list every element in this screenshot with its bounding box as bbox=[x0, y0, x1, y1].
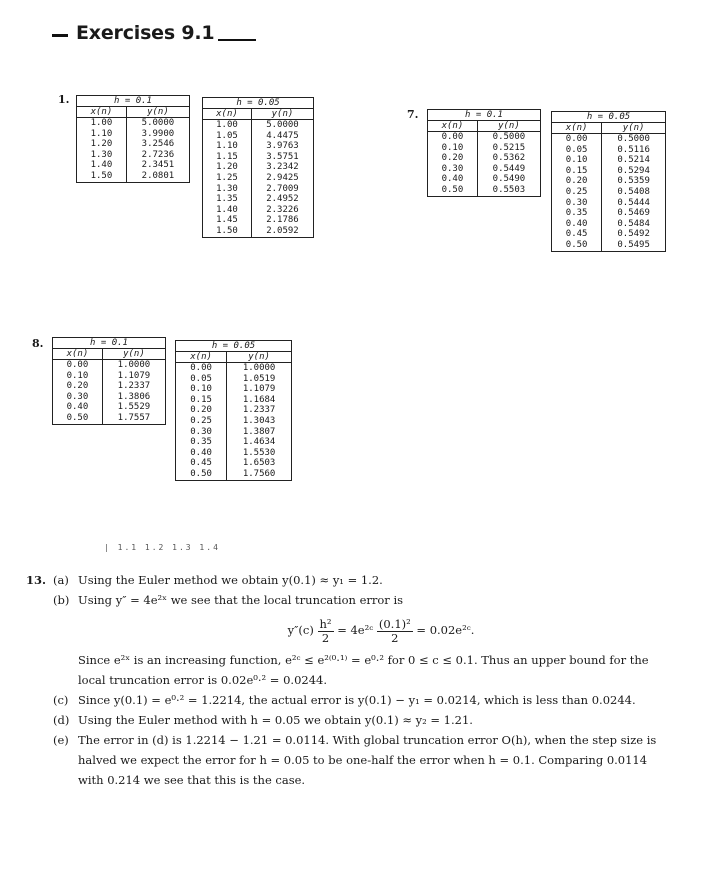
y-column bbox=[602, 134, 665, 251]
y-value-cell: 4.4475 bbox=[266, 130, 299, 141]
formula-left: y″(c) bbox=[287, 623, 314, 637]
part-e-label: (e) bbox=[53, 733, 69, 747]
x-value-cell: 1.15 bbox=[216, 151, 238, 162]
y-value-cell: 1.1079 bbox=[242, 384, 276, 395]
y-value-cell: 0.5116 bbox=[617, 144, 650, 155]
x-value-cell: 0.30 bbox=[190, 426, 212, 437]
y-column bbox=[103, 360, 165, 424]
table-column-headers bbox=[428, 121, 540, 132]
y-value-cell: 0.5294 bbox=[617, 165, 650, 176]
y-value-cell: 1.6503 bbox=[242, 458, 276, 469]
exercise-13 bbox=[26, 570, 676, 790]
exercise-number-13: 13. bbox=[26, 573, 47, 587]
x-value-cell: 1.10 bbox=[216, 141, 238, 152]
fraction-2-denominator: 2 bbox=[391, 630, 399, 645]
y-column bbox=[478, 132, 540, 196]
table-column-headers bbox=[552, 123, 665, 134]
y-value-cell: 2.9425 bbox=[266, 172, 299, 183]
part-b-text: Using y″ = 4e²ˣ we see that the local truncation error is bbox=[78, 593, 404, 607]
column-header-x: x(n) bbox=[428, 121, 478, 131]
part-d bbox=[26, 710, 676, 730]
y-value-cell: 0.5214 bbox=[617, 155, 650, 166]
x-value-cell: 0.15 bbox=[565, 165, 588, 176]
x-value-cell: 0.25 bbox=[190, 415, 212, 426]
x-value-cell: 0.30 bbox=[441, 163, 464, 174]
x-value-cell: 0.45 bbox=[190, 458, 212, 469]
table-column-headers bbox=[203, 109, 313, 120]
x-value-cell: 0.30 bbox=[66, 391, 89, 402]
y-value-cell: 2.7009 bbox=[266, 183, 299, 194]
y-value-cell: 0.5484 bbox=[617, 218, 650, 229]
x-value-cell: 0.50 bbox=[565, 239, 588, 250]
y-value-cell: 1.0000 bbox=[242, 363, 276, 373]
table-ex1-h01 bbox=[76, 95, 190, 183]
table-step-header: h = 0.1 bbox=[77, 96, 189, 107]
column-header-x: x(n) bbox=[203, 109, 252, 119]
y-column bbox=[252, 120, 313, 237]
x-value-cell: 0.25 bbox=[565, 186, 588, 197]
x-column bbox=[552, 134, 602, 251]
x-value-cell: 0.20 bbox=[441, 153, 464, 164]
column-header-x: x(n) bbox=[552, 123, 602, 133]
x-value-cell: 0.10 bbox=[66, 370, 89, 381]
y-value-cell: 2.3451 bbox=[141, 160, 175, 171]
y-value-cell: 0.5000 bbox=[617, 134, 650, 144]
formula-fraction-1 bbox=[318, 618, 334, 645]
x-value-cell: 0.05 bbox=[190, 373, 212, 384]
stray-scan-text: | 1.1 1.2 1.3 1.4 bbox=[104, 543, 220, 552]
column-header-y: y(n) bbox=[147, 107, 169, 117]
part-b-continued bbox=[26, 650, 676, 690]
x-column bbox=[77, 118, 127, 182]
exercise-number-7: 7. bbox=[407, 108, 419, 121]
y-value-cell: 0.5215 bbox=[492, 142, 526, 153]
y-value-cell: 0.5469 bbox=[617, 208, 650, 219]
y-value-cell: 0.5362 bbox=[492, 153, 526, 164]
x-value-cell: 0.00 bbox=[441, 132, 464, 142]
x-value-cell: 0.10 bbox=[190, 384, 212, 395]
y-value-cell: 3.5751 bbox=[266, 151, 299, 162]
exercise-number-8: 8. bbox=[32, 337, 44, 350]
part-a bbox=[26, 570, 676, 590]
x-value-cell: 0.35 bbox=[190, 437, 212, 448]
x-value-cell: 1.50 bbox=[216, 225, 238, 236]
x-value-cell: 0.20 bbox=[565, 176, 588, 187]
part-b-label: (b) bbox=[53, 593, 70, 607]
header-dash bbox=[52, 34, 68, 37]
fraction-1-denominator: 2 bbox=[321, 630, 330, 645]
part-e-text: The error in (d) is 1.2214 − 1.21 = 0.0114. With global truncation error O(h), when the step size is halved we expect the error for h = 0.05 to be one-half the error when h = 0.1. Comparing 0.0114 with 0.214 we see that this is the case. bbox=[78, 733, 657, 787]
x-value-cell: 0.50 bbox=[190, 468, 212, 479]
table-step-header: h = 0.05 bbox=[176, 341, 291, 352]
table-ex8-h005 bbox=[175, 340, 292, 481]
table-ex1-h005 bbox=[202, 97, 314, 238]
y-value-cell: 0.5449 bbox=[492, 163, 526, 174]
y-value-cell: 0.5492 bbox=[617, 229, 650, 240]
part-a-text: Using the Euler method we obtain y(0.1) ≈ y₁ = 1.2. bbox=[78, 573, 383, 587]
x-value-cell: 1.00 bbox=[90, 118, 113, 128]
column-header-y: y(n) bbox=[271, 109, 294, 119]
table-column-headers bbox=[77, 107, 189, 118]
column-header-y: y(n) bbox=[123, 349, 145, 359]
y-value-cell: 2.4952 bbox=[266, 194, 299, 205]
y-value-cell: 3.2546 bbox=[141, 139, 175, 150]
y-value-cell: 5.0000 bbox=[141, 118, 175, 128]
x-value-cell: 1.30 bbox=[216, 183, 238, 194]
y-value-cell: 2.1786 bbox=[266, 215, 299, 226]
x-value-cell: 0.05 bbox=[565, 144, 588, 155]
part-c-text: Since y(0.1) = e⁰·² = 1.2214, the actual error is y(0.1) − y₁ = 0.0214, which is less than 0.0244. bbox=[78, 693, 636, 707]
x-value-cell: 1.30 bbox=[90, 149, 113, 160]
y-value-cell: 0.5495 bbox=[617, 239, 650, 250]
x-value-cell: 1.40 bbox=[90, 160, 113, 171]
table-column-headers bbox=[176, 352, 291, 363]
y-value-cell: 1.5529 bbox=[117, 402, 151, 413]
table-ex7-h01 bbox=[427, 109, 541, 197]
page-header bbox=[52, 22, 256, 44]
table-body bbox=[53, 360, 165, 424]
table-body bbox=[203, 120, 313, 237]
y-value-cell: 2.0592 bbox=[266, 225, 299, 236]
table-body bbox=[428, 132, 540, 196]
y-value-cell: 1.7560 bbox=[242, 468, 276, 479]
x-value-cell: 0.10 bbox=[565, 155, 588, 166]
y-value-cell: 1.3807 bbox=[242, 426, 276, 437]
x-value-cell: 1.20 bbox=[90, 139, 113, 150]
y-value-cell: 0.5408 bbox=[617, 186, 650, 197]
column-header-y: y(n) bbox=[622, 123, 645, 133]
x-value-cell: 0.40 bbox=[565, 218, 588, 229]
y-value-cell: 3.2342 bbox=[266, 162, 299, 173]
y-value-cell: 0.5000 bbox=[492, 132, 526, 142]
table-column-headers bbox=[53, 349, 165, 360]
column-header-x: x(n) bbox=[176, 352, 227, 362]
x-value-cell: 0.35 bbox=[565, 208, 588, 219]
x-value-cell: 0.45 bbox=[565, 229, 588, 240]
y-column bbox=[227, 363, 291, 480]
y-value-cell: 1.2337 bbox=[242, 405, 276, 416]
x-column bbox=[203, 120, 252, 237]
y-value-cell: 1.0519 bbox=[242, 373, 276, 384]
x-value-cell: 1.00 bbox=[216, 120, 238, 130]
part-a-label: (a) bbox=[53, 573, 69, 587]
y-value-cell: 1.3806 bbox=[117, 391, 151, 402]
column-header-x: x(n) bbox=[53, 349, 103, 359]
x-value-cell: 0.15 bbox=[190, 394, 212, 405]
fraction-1-numerator: h² bbox=[319, 616, 332, 631]
column-header-x: x(n) bbox=[77, 107, 127, 117]
part-d-label: (d) bbox=[53, 713, 70, 727]
formula-middle: = 4e²ᶜ bbox=[337, 623, 374, 637]
table-step-header: h = 0.05 bbox=[552, 112, 665, 123]
x-value-cell: 1.45 bbox=[216, 215, 238, 226]
y-value-cell: 0.5444 bbox=[617, 197, 650, 208]
y-column bbox=[127, 118, 189, 182]
table-step-header: h = 0.1 bbox=[53, 338, 165, 349]
y-value-cell: 1.4634 bbox=[242, 437, 276, 448]
table-body bbox=[176, 363, 291, 480]
table-ex7-h005 bbox=[551, 111, 666, 252]
exercise-number-1: 1. bbox=[58, 93, 70, 106]
x-value-cell: 0.40 bbox=[441, 174, 464, 185]
formula-fraction-2 bbox=[377, 618, 413, 645]
part-c bbox=[26, 690, 676, 710]
column-header-y: y(n) bbox=[248, 352, 270, 362]
x-value-cell: 0.50 bbox=[66, 412, 89, 423]
x-value-cell: 0.00 bbox=[66, 360, 89, 370]
x-value-cell: 0.00 bbox=[190, 363, 212, 373]
part-e bbox=[26, 730, 676, 790]
y-value-cell: 1.1684 bbox=[242, 394, 276, 405]
y-value-cell: 0.5359 bbox=[617, 176, 650, 187]
y-value-cell: 5.0000 bbox=[266, 120, 299, 130]
x-value-cell: 0.50 bbox=[441, 184, 464, 195]
y-value-cell: 1.7557 bbox=[117, 412, 151, 423]
part-d-text: Using the Euler method with h = 0.05 we obtain y(0.1) ≈ y₂ = 1.21. bbox=[78, 713, 473, 727]
y-value-cell: 1.3043 bbox=[242, 415, 276, 426]
x-value-cell: 0.20 bbox=[66, 381, 89, 392]
y-value-cell: 0.5503 bbox=[492, 184, 526, 195]
page-title: Exercises 9.1 bbox=[76, 22, 215, 44]
x-value-cell: 0.00 bbox=[565, 134, 588, 144]
x-value-cell: 0.10 bbox=[441, 142, 464, 153]
x-value-cell: 1.25 bbox=[216, 172, 238, 183]
x-column bbox=[176, 363, 227, 480]
x-value-cell: 0.30 bbox=[565, 197, 588, 208]
x-value-cell: 0.40 bbox=[190, 447, 212, 458]
table-body bbox=[552, 134, 665, 251]
x-column bbox=[428, 132, 478, 196]
x-column bbox=[53, 360, 103, 424]
truncation-formula bbox=[26, 610, 676, 650]
fraction-2-numerator: (0.1)² bbox=[378, 616, 411, 631]
x-value-cell: 1.20 bbox=[216, 162, 238, 173]
table-step-header: h = 0.1 bbox=[428, 110, 540, 121]
y-value-cell: 2.3226 bbox=[266, 204, 299, 215]
y-value-cell: 2.0801 bbox=[141, 170, 175, 181]
table-body bbox=[77, 118, 189, 182]
formula-right: = 0.02e²ᶜ. bbox=[416, 623, 475, 637]
x-value-cell: 1.10 bbox=[90, 128, 113, 139]
x-value-cell: 1.05 bbox=[216, 130, 238, 141]
header-underline bbox=[218, 39, 256, 41]
table-step-header: h = 0.05 bbox=[203, 98, 313, 109]
y-value-cell: 1.1079 bbox=[117, 370, 151, 381]
part-b-text-2: Since e²ˣ is an increasing function, e²ᶜ ≤ e²⁽⁰·¹⁾ = e⁰·² for 0 ≤ c ≤ 0.1. Thus an upper bound for the local truncation error is 0.02e⁰·² = 0.0244. bbox=[78, 653, 649, 687]
x-value-cell: 0.20 bbox=[190, 405, 212, 416]
part-c-label: (c) bbox=[53, 693, 69, 707]
part-b bbox=[26, 590, 676, 610]
column-header-y: y(n) bbox=[498, 121, 520, 131]
y-value-cell: 0.5490 bbox=[492, 174, 526, 185]
x-value-cell: 1.50 bbox=[90, 170, 113, 181]
y-value-cell: 1.0000 bbox=[117, 360, 151, 370]
x-value-cell: 1.35 bbox=[216, 194, 238, 205]
table-ex8-h01 bbox=[52, 337, 166, 425]
y-value-cell: 2.7236 bbox=[141, 149, 175, 160]
x-value-cell: 1.40 bbox=[216, 204, 238, 215]
x-value-cell: 0.40 bbox=[66, 402, 89, 413]
y-value-cell: 1.2337 bbox=[117, 381, 151, 392]
y-value-cell: 3.9763 bbox=[266, 141, 299, 152]
y-value-cell: 1.5530 bbox=[242, 447, 276, 458]
y-value-cell: 3.9900 bbox=[141, 128, 175, 139]
